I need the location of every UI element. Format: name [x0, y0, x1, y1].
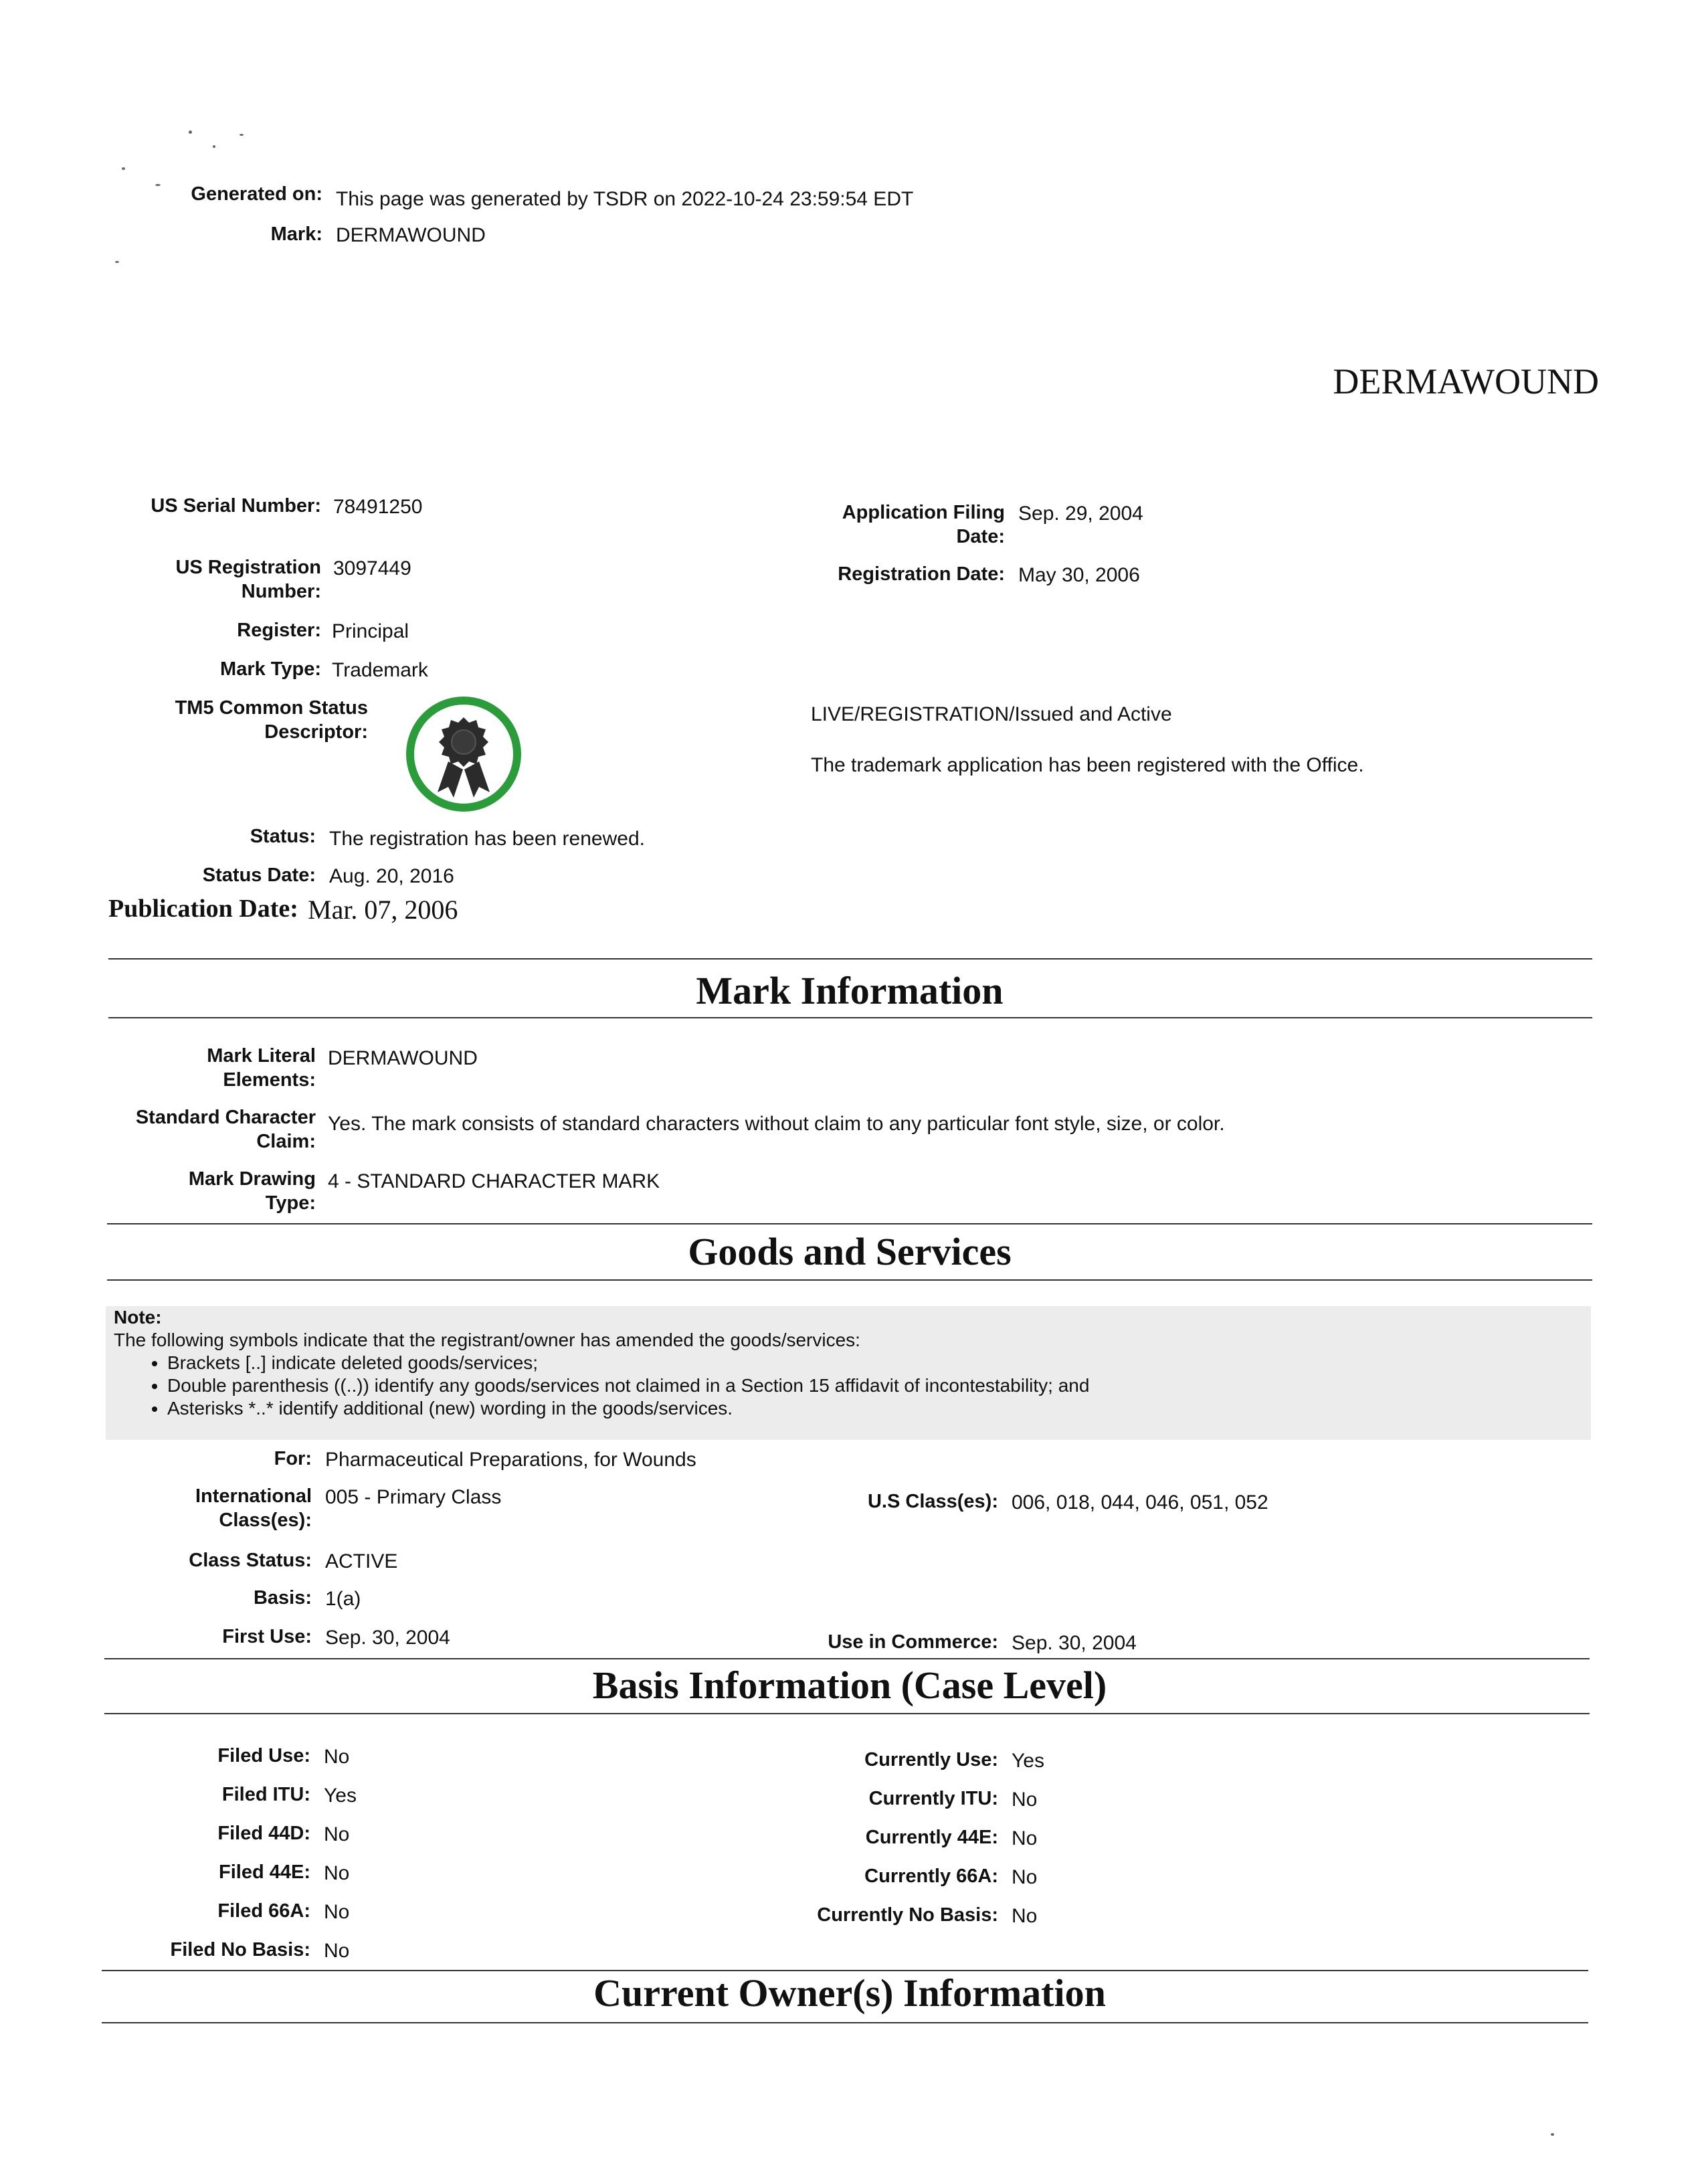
status-value: The registration has been renewed.	[329, 828, 645, 850]
mark-image: DERMAWOUND	[1333, 361, 1599, 401]
filed-basis-label: Filed 44D:	[217, 1823, 310, 1844]
filed-basis-label: Filed 44E:	[219, 1861, 310, 1883]
for-value: Pharmaceutical Preparations, for Wounds	[325, 1449, 696, 1471]
basis-information-heading: Basis Information (Case Level)	[592, 1663, 1107, 1707]
current-basis-value: No	[1012, 1827, 1038, 1849]
serial-number-label: US Serial Number:	[151, 495, 321, 517]
mark-drawing-type-value: 4 - STANDARD CHARACTER MARK	[328, 1170, 660, 1192]
filed-basis-value: No	[324, 1940, 350, 1962]
status-label: Status:	[250, 826, 316, 847]
basis-value: 1(a)	[325, 1588, 361, 1610]
section-rule	[104, 1713, 1590, 1714]
us-class-label: U.S Class(es):	[867, 1491, 998, 1512]
filed-basis-value: Yes	[324, 1785, 357, 1807]
status-date-label: Status Date:	[202, 864, 316, 886]
register-label: Register:	[237, 620, 321, 641]
note-item: • Asterisks *..* identify additional (new) wording in the goods/services.	[167, 1397, 1089, 1420]
scan-speck	[240, 134, 244, 136]
standard-character-claim-value: Yes. The mark consists of standard characters without claim to any particular font style, size, or color.	[328, 1113, 1225, 1135]
registration-number-value: 3097449	[333, 557, 411, 579]
scan-speck	[122, 167, 125, 170]
scan-speck	[189, 130, 192, 134]
goods-and-services-heading: Goods and Services	[688, 1230, 1012, 1273]
current-basis-label: Currently No Basis:	[817, 1904, 998, 1926]
scan-speck	[213, 145, 215, 148]
note-item: • Double parenthesis ((..)) identify any goods/services not claimed in a Section 15 affidavit of incontestability; and	[167, 1374, 1089, 1397]
current-basis-value: Yes	[1012, 1750, 1044, 1772]
first-use-label: First Use:	[222, 1626, 312, 1647]
current-owner-heading: Current Owner(s) Information	[593, 1971, 1106, 2015]
us-class-value: 006, 018, 044, 046, 051, 052	[1012, 1491, 1268, 1514]
mark-value: DERMAWOUND	[336, 224, 486, 246]
generated-on-label: Generated on:	[191, 183, 322, 205]
for-label: For:	[274, 1448, 312, 1469]
tm5-description-value: The trademark application has been registered with the Office.	[811, 754, 1364, 776]
basis-label: Basis:	[253, 1587, 312, 1609]
mark-drawing-type-label: Mark Drawing Type:	[188, 1168, 316, 1214]
filed-basis-label: Filed ITU:	[221, 1784, 310, 1805]
current-basis-label: Currently 66A:	[864, 1865, 998, 1887]
filed-basis-value: No	[324, 1901, 350, 1923]
current-basis-label: Currently ITU:	[868, 1788, 998, 1809]
registered-seal-icon	[404, 695, 523, 814]
first-use-value: Sep. 30, 2004	[325, 1627, 450, 1649]
section-rule	[104, 1658, 1590, 1659]
application-filing-date-value: Sep. 29, 2004	[1018, 503, 1143, 525]
tm5-status-value: LIVE/REGISTRATION/Issued and Active	[811, 703, 1172, 725]
mark-literal-elements-label: Mark Literal Elements:	[207, 1045, 316, 1091]
scan-speck	[115, 261, 119, 263]
registration-number-label: US Registration Number:	[175, 557, 321, 602]
use-in-commerce-value: Sep. 30, 2004	[1012, 1632, 1137, 1654]
mark-literal-elements-value: DERMAWOUND	[328, 1047, 478, 1069]
tm5-label: TM5 Common Status Descriptor:	[175, 697, 368, 743]
section-rule	[102, 2022, 1588, 2023]
section-rule	[108, 958, 1592, 960]
note-label: Note:	[114, 1307, 162, 1328]
registration-date-label: Registration Date:	[838, 563, 1005, 585]
current-basis-label: Currently 44E:	[865, 1827, 998, 1848]
filed-basis-label: Filed Use:	[217, 1745, 310, 1766]
current-basis-value: No	[1012, 1866, 1038, 1888]
filed-basis-value: No	[324, 1746, 350, 1768]
filed-basis-label: Filed No Basis:	[170, 1939, 310, 1961]
filed-basis-value: No	[324, 1862, 350, 1884]
generated-on-value: This page was generated by TSDR on 2022-10-24 23:59:54 EDT	[336, 188, 914, 210]
publication-date-label: Publication Date:	[108, 895, 298, 923]
mark-information-heading: Mark Information	[696, 969, 1004, 1012]
section-rule	[108, 1017, 1592, 1018]
current-basis-value: No	[1012, 1789, 1038, 1811]
scan-speck	[1551, 2133, 1554, 2136]
filed-basis-value: No	[324, 1823, 350, 1845]
application-filing-date-label: Application Filing Date:	[842, 502, 1005, 547]
mark-type-label: Mark Type:	[220, 658, 321, 680]
amendment-note	[106, 1306, 1591, 1440]
serial-number-value: 78491250	[333, 496, 423, 518]
section-rule	[107, 1223, 1592, 1224]
current-basis-value: No	[1012, 1905, 1038, 1927]
note-list	[114, 1352, 1089, 1420]
standard-character-claim-label: Standard Character Claim:	[135, 1107, 316, 1152]
class-status-label: Class Status:	[189, 1550, 312, 1571]
note-item: • Brackets [..] indicate deleted goods/services;	[167, 1352, 1089, 1374]
international-class-value: 005 - Primary Class	[325, 1486, 502, 1508]
status-date-value: Aug. 20, 2016	[329, 865, 454, 887]
mark-type-value: Trademark	[332, 659, 428, 681]
international-class-label: International Class(es):	[195, 1485, 312, 1531]
note-intro: The following symbols indicate that the registrant/owner has amended the goods/services:	[114, 1330, 860, 1350]
mark-label: Mark:	[270, 223, 322, 245]
use-in-commerce-label: Use in Commerce:	[828, 1631, 998, 1653]
class-status-value: ACTIVE	[325, 1550, 398, 1572]
publication-date-value: Mar. 07, 2006	[308, 895, 458, 925]
registration-date-value: May 30, 2006	[1018, 564, 1140, 586]
current-basis-label: Currently Use:	[864, 1749, 998, 1770]
register-value: Principal	[332, 620, 409, 642]
section-rule	[107, 1279, 1592, 1281]
filed-basis-label: Filed 66A:	[217, 1900, 310, 1922]
